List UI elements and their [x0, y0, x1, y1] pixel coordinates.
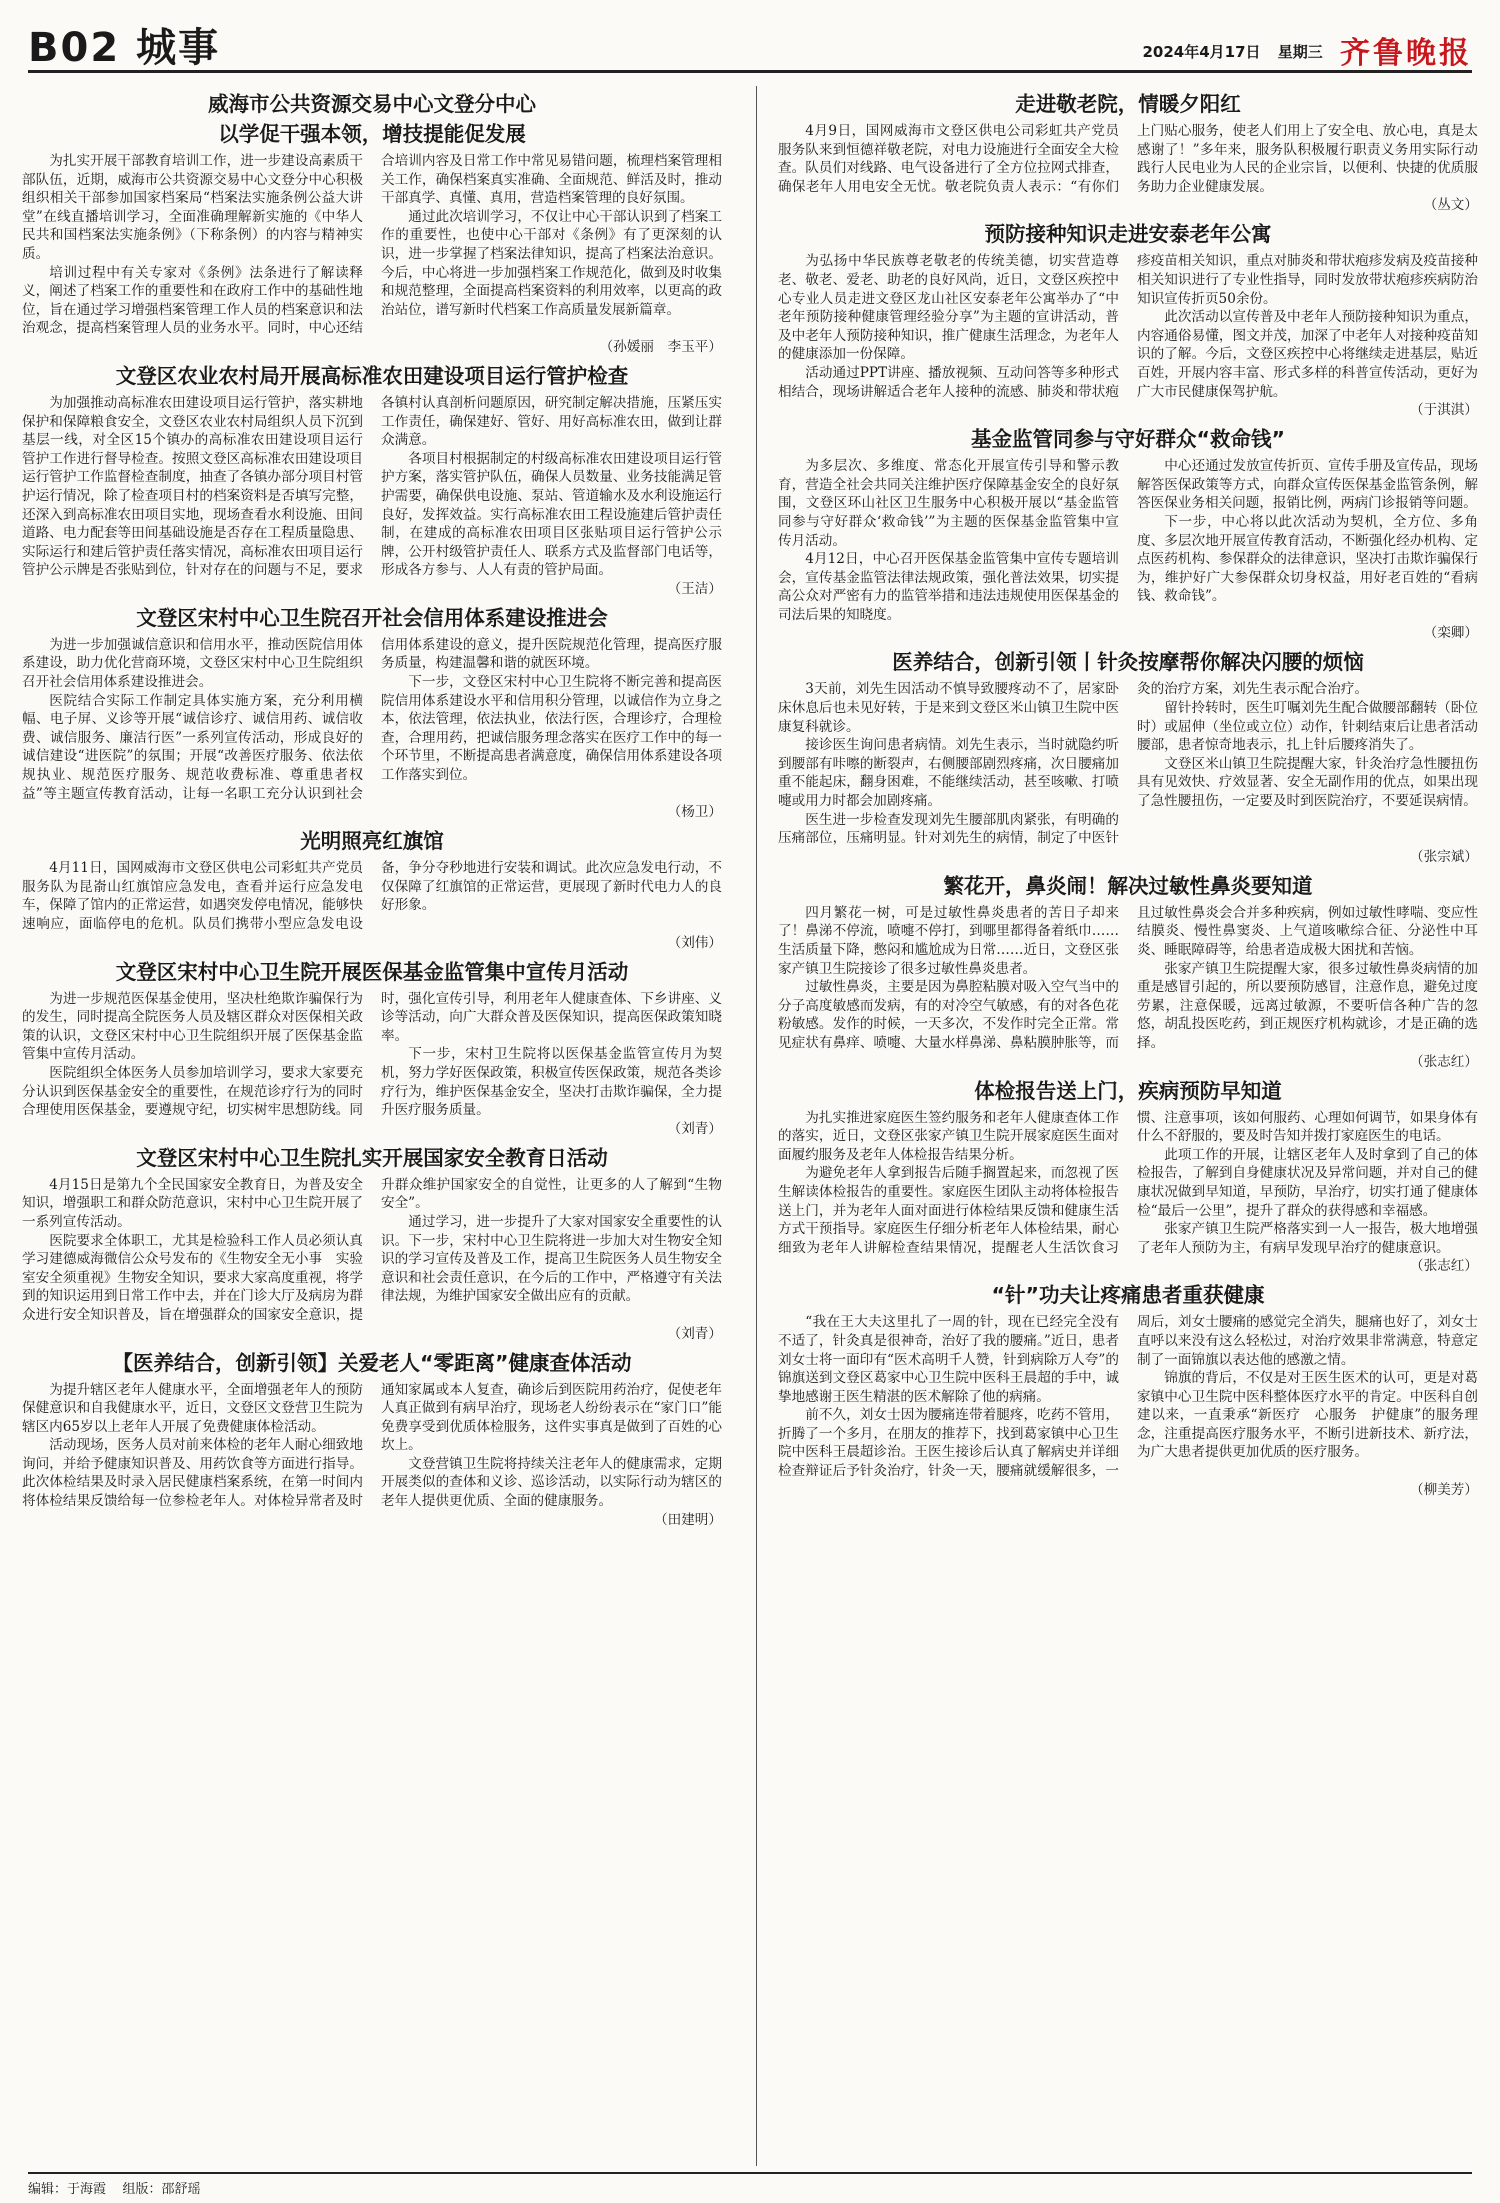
article-paragraph: 为避免老年人拿到报告后随手搁置起来，而忽视了医生解读体检报告的重要性。家庭医生团队主动将体检报告送上门，并为老年人面对面进行体检结果反馈和健康生活方式干预指导。家庭医生仔细分析老年人体检结果，耐心细致为老年人讲解检查结果情况，提醒老人生活饮食习惯、注意事项，该如何服药、心理如何调节，如果身体有什么不舒服的，要及时告知并拨打家庭医生的电话。 — [778, 1109, 1478, 1256]
masthead-info — [1130, 28, 1472, 72]
left-column — [22, 90, 722, 1535]
footer-designer: 组版：邵舒瑶 — [122, 2182, 201, 2197]
article-title: 预防接种知识走进安泰老年公寓 — [984, 222, 1272, 247]
article-paragraph: “我在王大夫这里扎了一周的针，现在已经完全没有不适了，针灸真是很神奇，治好了我的腰痛。”近日，患者刘女士将一面印有“医术高明千人赞，针到病除万人夸”的锦旗送到文登区葛家中心卫生院中医科王晨超的手中，诚挚地感谢王医生精湛的医术解除了他的病痛。 — [778, 1314, 1119, 1405]
article-paragraph: 下一步，宋村卫生院将以医保基金监管宣传月为契机，努力学好医保政策，积极宣传医保政策，规范各类诊疗行为，维护医保基金安全，坚决打击欺诈骗保，全力提升医疗服务质量。 — [381, 1046, 722, 1119]
article — [778, 425, 1478, 642]
page-footer — [28, 2172, 1472, 2197]
article-paragraph: 医院组织全体医务人员参加培训学习，要求大家要充分认识到医保基金安全的重要性，在规范诊疗行为的同时合理使用医保基金，要遵规守纪，切实树牢思想防线。同时，强化宣传引导，利用老年人健康查体、下乡讲座、义诊等活动，向广大群众普及医保知识，提高医保政策知晓率。 — [22, 990, 722, 1119]
article-paragraph: 为提升辖区老年人健康水平，全面增强老年人的预防保健意识和自我健康水平，近日，文登区文登营卫生院为辖区内65岁以上老年人开展了免费健康体检活动。 — [22, 1381, 363, 1435]
article-paragraph: 锦旗的背后，不仅是对王医生医术的认可，更是对葛家镇中心卫生院中医科整体医疗水平的肯定。中医科自创建以来，一直秉承“新医疗 心服务 护健康”的服务理念，注重提高医疗服务水平，不断引进新技术、新疗法，为广大患者提供更加优质的医疗服务。 — [1137, 1370, 1478, 1461]
article — [22, 958, 722, 1138]
article-paragraph: 为扎实开展干部教育培训工作，进一步建设高素质干部队伍，近期，威海市公共资源交易中心文登分中心积极组织相关干部参加国家档案局“档案法实施条例公益大讲堂”在线直播培训学习，全面准确理解新实施的《中华人民共和国档案法实施条例》（下称条例）的内容与精神实质。 — [22, 153, 363, 262]
article-title: 文登区宋村中心卫生院召开社会信用体系建设推进会 — [136, 605, 608, 630]
article — [778, 90, 1478, 214]
article — [22, 604, 722, 821]
article-paragraph: 接诊医生询问患者病情。刘先生表示，当时就隐约听到腰部有咔嚓的断裂声，右侧腰部剧烈疼痛，次日腰痛加重不能起床，翻身困难，不能继续活动，甚至咳嗽、打喷嚏或用力时都会加剧疼痛。 — [778, 737, 1119, 810]
masthead — [28, 12, 1472, 73]
article-paragraph: 4月9日，国网威海市文登区供电公司彩虹共产党员服务队来到恒德祥敬老院，对电力设施进行全面安全大检查。队员们对线路、电气设备进行了全方位拉网式排查，确保老年人用电安全无忧。敬老院负责人表示：“有你们上门贴心服务，使老人们用上了安全电、放心电，真是太感谢了！”多年来，服务队积极履行职责义务用实际行动践行人民电业为人民的企业宗旨，以便利、快捷的优质服务助力企业健康发展。 — [778, 123, 1478, 195]
article-paragraph: 为进一步加强诚信意识和信用水平，推动医院信用体系建设，助力优化营商环境，文登区宋村中心卫生院组织召开社会信用体系建设推进会。 — [22, 636, 363, 691]
article-paragraph: 过敏性鼻炎，主要是因为鼻腔粘膜对吸入空气当中的分子高度敏感而发病，有的对冷空气敏感，有的对各色花粉敏感。发作的时候，一天多次，不发作时完全正常。常见症状有鼻痒、喷嚏、大量水样鼻涕、鼻粘膜肿胀等，而且过敏性鼻炎会合并多种疾病，例如过敏性哮喘、变应性结膜炎、慢性鼻窦炎、上气道咳嗽综合征、分泌性中耳炎、睡眠障碍等，给患者造成极大困扰和苦恼。 — [778, 904, 1478, 1051]
article-title: 文登区农业农村局开展高标准农田建设项目运行管护检查 — [115, 363, 629, 388]
article-paragraph: 四月繁花一树，可是过敏性鼻炎患者的苦日子却来了！鼻涕不停流，喷嚏不停打，到哪里都得备着纸巾……生活质量下降，憋闷和尴尬成为日常……近日，文登区张家产镇卫生院接诊了很多过敏性鼻炎患者。 — [778, 904, 1119, 977]
article-byline: （刘伟） — [667, 934, 722, 951]
article-paragraph: 医院结合实际工作制定具体实施方案，充分利用横幅、电子屏、义诊等开展“诚信诊疗、诚信用药、诚信收费、诚信服务、廉洁行医”一系列宣传活动，形成良好的诚信建设“进医院”的氛围；开展“改善医疗服务、依法依规执业、规范医疗服务、规范收费标准、尊重患者权益”等主题宣传教育活动，让每一名职工充分认识到社会信用体系建设的意义，提升医院规范化管理，提高医疗服务质量，构建温馨和谐的就医环境。 — [22, 636, 722, 802]
article-byline: （丛文） — [1423, 197, 1478, 214]
article — [22, 1349, 722, 1529]
article-title: “针”功夫让疼痛患者重获健康 — [991, 1283, 1265, 1308]
article-paragraph: 为扎实推进家庭医生签约服务和老年人健康查体工作的落实，近日，文登区张家产镇卫生院开展家庭医生面对面履约服务及老年人体检报告结果分析。 — [778, 1109, 1119, 1163]
article-paragraph: 为多层次、多维度、常态化开展宣传引导和警示教育，营造全社会共同关注维护医疗保障基金安全的良好氛围，文登区环山社区卫生服务中心积极开展以“基金监管同参与守好群众‘救命钱’”为主题的医保基金监管集中宣传月活动。 — [778, 458, 1119, 549]
article — [778, 648, 1478, 865]
article-byline: （田建明） — [654, 1511, 722, 1528]
article-body — [22, 990, 722, 1120]
article-title: 文登区宋村中心卫生院扎实开展国家安全教育日活动 — [136, 1145, 608, 1170]
article — [778, 220, 1478, 419]
article-paragraph: 下一步，文登区宋村中心卫生院将不断完善和提高医院信用体系建设水平和信用积分管理，以诚信作为立身之本，依法管理，依法执业，依法行医，合理诊疗，合理检查，合理用药，把诚信服务理念落实在医疗工作中的每一个环节里，不断提高患者满意度，确保信用体系建设各项工作落实到位。 — [381, 674, 722, 784]
article-title: 繁花开，鼻炎闹！解决过敏性鼻炎要知道 — [943, 873, 1313, 898]
article-body — [778, 904, 1478, 1053]
article-paragraph: 为进一步规范医保基金使用，坚决杜绝欺诈骗保行为的发生，同时提高全院医务人员及辖区群众对医保相关政策的认识，文登区宋村中心卫生院组织开展了医保基金监管集中宣传月活动。 — [22, 990, 363, 1063]
article-paragraph: 张家产镇卫生院严格落实到一人一报告，极大地增强了老年人预防为主，有病早发现早治疗的健康意识。 — [1137, 1221, 1478, 1256]
article-paragraph: 中心还通过发放宣传折页、宣传手册及宣传品，现场解答医保政策等方式，向群众宣传医保基金监管条例，解答医保业务相关问题，报销比例，两病门诊报销等问题。 — [1137, 458, 1478, 512]
article-byline: （张志红） — [1410, 1053, 1478, 1070]
right-column — [778, 90, 1478, 1505]
article-byline: （张志红） — [1410, 1258, 1478, 1275]
issue-weekday: 星期三 — [1277, 43, 1323, 61]
article — [22, 1144, 722, 1343]
article-title: 威海市公共资源交易中心文登分中心 — [208, 92, 536, 116]
article-body — [22, 394, 722, 580]
article — [22, 362, 722, 598]
article-paragraph: 活动通过PPT讲座、播放视频、互动问答等多种形式相结合，现场讲解适合老年人接种的流感、肺炎和带状疱疹疫苗相关知识，重点对肺炎和带状疱疹发病及疫苗接种相关知识进行了专业性指导，同时发放带状疱疹疾病防治知识宣传折页50余份。 — [778, 253, 1478, 400]
article-paragraph: 文登营镇卫生院将持续关注老年人的健康需求，定期开展类似的查体和义诊、巡诊活动，以实际行动为辖区的老年人提供更优质、全面的健康服务。 — [381, 1455, 722, 1510]
newspaper-logo: 齐鲁晚报 — [1340, 36, 1472, 71]
article-byline: （柳美芳） — [1410, 1481, 1478, 1498]
article-title: 体检报告送上门，疾病预防早知道 — [974, 1078, 1282, 1103]
article-byline: （栾卿） — [1423, 625, 1478, 642]
article-paragraph: 为弘扬中华民族尊老敬老的传统美德，切实营造尊老、敬老、爱老、助老的良好风尚，近日，文登区疾控中心专业人员走进文登区龙山社区安泰老年公寓举办了“中老年预防接种健康管理经验分享”为主题的宣讲活动，普及中老年人预防接种知识，推广健康生活理念，为老年人的健康添加一份保障。 — [778, 253, 1119, 363]
article-title: 文登区宋村中心卫生院开展医保基金监管集中宣传月活动 — [115, 959, 629, 984]
article-body — [778, 680, 1478, 847]
article-paragraph: 留针拎转时，医生叮嘱刘先生配合做腰部翻转（卧位时）或屈伸（坐位或立位）动作，针刺结束后让患者活动腰部，患者惊奇地表示，扎上针后腰疼消失了。 — [1137, 700, 1478, 754]
article-body — [22, 1381, 722, 1511]
article-body — [778, 1109, 1478, 1258]
article-body — [22, 636, 722, 803]
page-section-label: B02 城事 — [28, 25, 221, 71]
article-paragraph: 活动现场，医务人员对前来体检的老年人耐心细致地询问，并给予健康知识普及、用药饮食等方面进行指导。此次体检结果及时录入居民健康档案系统，在第一时间内将体检结果反馈给每一位参检老年人。对体检异常者及时通知家属或本人复查，确诊后到医院用药治疗，促使老年人真正做到有病早治疗，现场老人纷纷表示在“家门口”能免费享受到优质体检服务，这件实事真是做到了百姓的心坎上。 — [22, 1381, 722, 1510]
article-body — [22, 859, 722, 933]
article-body — [778, 122, 1478, 196]
article-body — [778, 1313, 1478, 1480]
article-title: 走进敬老院，情暖夕阳红 — [1015, 92, 1241, 116]
article-paragraph: 通过学习，进一步提升了大家对国家安全重要性的认识。下一步，宋村中心卫生院将进一步加大对生物安全知识的学习宣传及普及工作，提高卫生院医务人员生物安全意识和社会责任意识，在今后的工作中，严格遵守有关法律法规，为维护国家安全做出应有的贡献。 — [381, 1213, 722, 1305]
article-paragraph: 前不久，刘女士因为腰痛连带着腿疼，吃药不管用，折腾了一个多月，在朋友的推荐下，找到葛家镇中心卫生院中医科王晨超诊治。王医生接诊后认真了解病史并详细检查辩证后予针灸治疗，针灸一天，腰痛就缓解很多，一周后，刘女士腰痛的感觉完全消失，腿痛也好了，刘女士直呼以来没有这么轻松过，对治疗效果非常满意，特意定制了一面锦旗以表达他的感激之情。 — [778, 1314, 1478, 1480]
column-divider — [756, 86, 757, 2166]
article-paragraph: 下一步，中心将以此次活动为契机，全方位、多角度、多层次地开展宣传教育活动，不断强化经办机构、定点医药机构、参保群众的法律意识，坚决打击欺诈骗保行为，维护好广大参保群众切身权益，用好老百姓的“看病钱、救命钱”。 — [1137, 513, 1478, 605]
article-byline: （杨卫） — [667, 804, 722, 821]
article-paragraph: 4月12日，中心召开医保基金监管集中宣传专题培训会，宣传基金监管法律法规政策，强化普法效果，切实提高公众对严密有力的监管举措和违法违规使用医保基金的司法后果的知晓度。 — [778, 551, 1119, 623]
article-paragraph: 3天前，刘先生因活动不慎导致腰疼动不了，居家卧床休息后也未见好转，于是来到文登区米山镇卫生院中医康复科就诊。 — [778, 681, 1119, 735]
article-paragraph: 此次活动以宣传普及中老年人预防接种知识为重点，内容通俗易懂，图文并茂，加深了中老年人对接种疫苗知识的了解。今后，文登区疾控中心将继续走进基层，贴近百姓，开展内容丰富、形式多样的科普宣传活动，更好为广大市民健康保驾护航。 — [1137, 309, 1478, 400]
article — [778, 1077, 1478, 1276]
article-paragraph: 4月11日，国网威海市文登区供电公司彩虹共产党员服务队为昆嵛山红旗馆应急发电，查看并运行应急发电车，保障了馆内的正常运营，如遇突发停电情况，能够快速响应，面临停电的危机。队员们携带小型应急发电设备，争分夺秒地进行安装和调试。此次应急发电行动，不仅保障了红旗馆的正常运营，更展现了新时代电力人的良好形象。 — [22, 860, 722, 932]
article-byline: （刘青） — [667, 1120, 722, 1137]
article-title: 光明照亮红旗馆 — [300, 829, 444, 854]
article — [22, 827, 722, 951]
article-title: 基金监管同参与守好群众“救命钱” — [971, 427, 1285, 452]
article-paragraph: 4月15日是第九个全民国家安全教育日，为普及安全知识，增强职工和群众防范意识，宋村中心卫生院开展了一系列宣传活动。 — [22, 1176, 363, 1230]
article-body — [22, 152, 722, 338]
article-paragraph: 培训过程中有关专家对《条例》法条进行了解读释义，阐述了档案工作的重要性和在政府工作中的基础性地位，旨在通过学习增强档案管理工作人员的档案意识和法治观念，提高档案管理人员的业务水平。同时，中心还结合培训内容及日常工作中常见易错问题，梳理档案管理相关工作，确保档案真实准确、全面规范、鲜活及时，推动干部真学、真懂、真用，营造档案管理的良好氛围。 — [22, 153, 722, 337]
article-body — [778, 457, 1478, 624]
article-byline: （于淇淇） — [1410, 402, 1478, 419]
article — [778, 872, 1478, 1071]
article-title: 医养结合，创新引领丨针灸按摩帮你解决闪腰的烦恼 — [892, 650, 1364, 675]
article — [22, 90, 722, 356]
article-subtitle: 以学促干强本领，增技提能促发展 — [218, 122, 526, 146]
article-paragraph: 文登区米山镇卫生院提醒大家，针灸治疗急性腰扭伤具有见效快、疗效显著、安全无副作用的优点，如果出现了急性腰扭伤，一定要及时到医院治疗，不要延误病情。 — [1137, 755, 1478, 810]
article-body — [22, 1176, 722, 1325]
article-byline: （孙媛丽 李玉平） — [599, 338, 722, 355]
article-byline: （张宗斌） — [1410, 848, 1478, 865]
article-byline: （王洁） — [667, 580, 722, 597]
article-paragraph: 医院要求全体职工，尤其是检验科工作人员必须认真学习建德威海微信公众号发布的《生物安全无小事 实验室安全须重视》生物安全知识，要求大家高度重视，将学到的知识运用到日常工作中去，并在门诊大厅及病房为群众进行安全知识普及，旨在增强群众的国家安全意识，提升群众维护国家安全的自觉性，让更多的人了解到“生物安全”。 — [22, 1176, 722, 1323]
article-paragraph: 此项工作的开展，让辖区老年人及时拿到了自己的体检报告，了解到自身健康状况及异常问题，并对自己的健康状况做到早知道，早预防，早治疗，切实打通了健康体检“最后一公里”，提升了群众的获得感和幸福感。 — [1137, 1146, 1478, 1219]
article-paragraph: 各项目村根据制定的村级高标准农田建设项目运行管护方案，落实管护队伍，确保人员数量、业务技能满足管护需要，确保供电设施、泵站、管道输水及水利设施运行良好，发挥效益。实行高标准农田工程设施建后管护责任制，在建成的高标准农田项目区张贴项目运行管护公示牌，公开村级管护责任人、联系方式及监督部门电话等，形成各方参与、人人有责的管护局面。 — [381, 450, 722, 579]
article-title: 【医养结合，创新引领】关爱老人“零距离”健康查体活动 — [112, 1350, 632, 1375]
article — [778, 1281, 1478, 1498]
article-byline: （刘青） — [667, 1325, 722, 1342]
issue-date: 2024年4月17日 — [1142, 43, 1261, 61]
footer-editor: 编辑：于海霞 — [28, 2182, 107, 2197]
article-body — [778, 252, 1478, 401]
article-paragraph: 为加强推动高标准农田建设项目运行管护，落实耕地保护和保障粮食安全，文登区农业农村局组织人员下沉到基层一线，对全区15个镇办的高标准农田建设项目运行管护工作进行督导检查。按照文登区高标准农田建设项目运行管护工作监督检查制度，抽查了各镇办部分项目村管护运行情况，除了检查项目村的档案资料是否填写完整，还深入到高标准农田项目实地，现场查看水利设施、田间道路、电力配套等田间基础设施是否存在工程质量隐患、实际运行和建后管护责任落实情况，高标准农田项目运行管护公示牌是否张贴到位，针对存在的问题与不足，要求各镇村认真剖析问题原因，研究制定解决措施，压紧压实工作责任，确保建好、管好、用好高标准农田，做到让群众满意。 — [22, 394, 722, 579]
article-paragraph: 张家产镇卫生院提醒大家，很多过敏性鼻炎病情的加重是感冒引起的，所以要预防感冒，注意作息，避免过度劳累，注意保暖，远离过敏源，不要听信各种广告的忽悠，胡乱投医吃药，到正规医疗机构就诊，才是正确的选择。 — [1137, 960, 1478, 1051]
article-paragraph: 通过此次培训学习，不仅让中心干部认识到了档案工作的重要性，也使中心干部对《条例》有了更深刻的认识，进一步掌握了档案法律知识，提高了档案法治意识。今后，中心将进一步加强档案工作规范化，做到及时收集和规范整理，全面提高档案资料的利用效率，以更高的政治站位，谱写新时代档案工作高质量发展新篇章。 — [381, 208, 722, 318]
article-paragraph: 医生进一步检查发现刘先生腰部肌肉紧张，有明确的压痛部位，压痛明显。针对刘先生的病情，制定了中医针灸的治疗方案，刘先生表示配合治疗。 — [778, 681, 1369, 847]
